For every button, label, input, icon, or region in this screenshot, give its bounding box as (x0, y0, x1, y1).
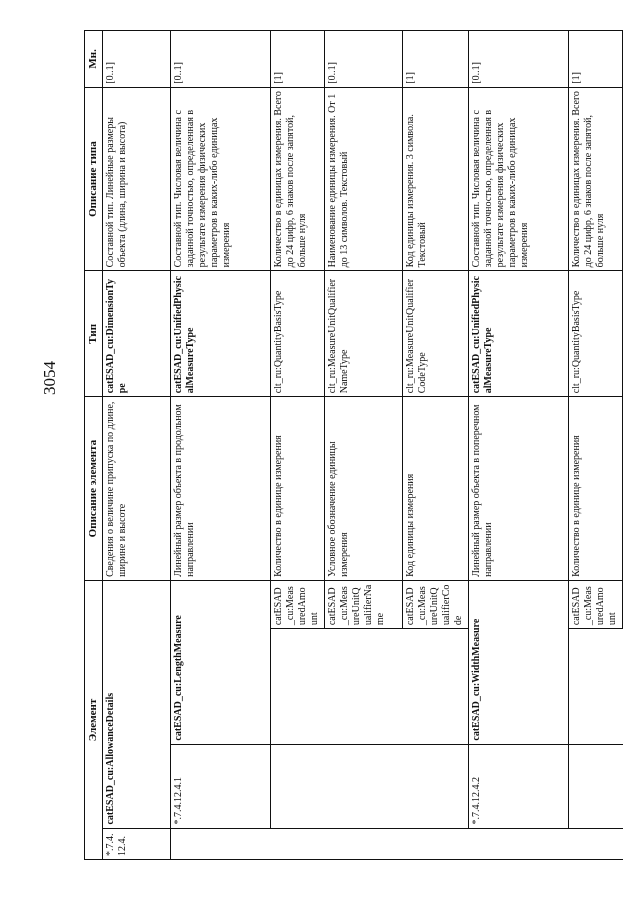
element-type: catESAD_cu:UnifiedPhysicalMeasureType (469, 271, 569, 397)
type-desc: Составной тип. Числовая величина с заданной точностью, определенная в результате измерения физических параметров в каких-либо единицах измерения (469, 87, 569, 271)
element-type: clt_ru:MeasureUnitQualifierNameType (325, 271, 403, 397)
header-type-desc: Описание типа (85, 87, 103, 271)
element-type: clt_ru:QuantityBasisType (271, 271, 325, 397)
indent-cell (469, 828, 569, 859)
element-table (84, 30, 623, 860)
header-type: Тип (85, 271, 103, 397)
type-desc: Наименование единицы измерения. От 1 до 13 символов. Текстовый (325, 87, 403, 271)
indent-cell (403, 744, 469, 828)
element-type: catESAD_cu:DimensionType (103, 271, 171, 397)
multiplicity: [0..1] (171, 31, 271, 88)
table-row (569, 31, 623, 860)
type-desc: Составной тип. Числовая величина с заданной точностью, определенная в результате измерения физических параметров в каких-либо единицах измерения (171, 87, 271, 271)
multiplicity: [0..1] (325, 31, 403, 88)
rotated-table-sheet (84, 30, 619, 860)
element-desc: Линейный размер объекта в продольном направлении (171, 397, 271, 581)
table-row (325, 31, 403, 860)
element-name: catESAD_cu:WidthMeasure (469, 580, 569, 744)
element-desc: Количество в единице измерения (569, 397, 623, 581)
indent-cell (325, 744, 403, 828)
table-row (171, 31, 271, 860)
element-desc: Количество в единице измерения (271, 397, 325, 581)
table-row (103, 31, 171, 860)
header-element: Элемент (85, 580, 103, 859)
header-mult: Мн. (85, 31, 103, 88)
attribute-name: catESAD_cu:MeasuredAmount (569, 580, 623, 628)
indent-cell (271, 629, 325, 744)
indent-cell (403, 828, 469, 859)
header-element-desc: Описание элемента (85, 397, 103, 581)
element-type: catESAD_cu:UnifiedPhysicalMeasureType (171, 271, 271, 397)
element-desc: Условное обозначение единицы измерения (325, 397, 403, 581)
type-desc: Количество в единицах измерения. Всего до 24 цифр, 6 знаков после запятой, больше нуля (271, 87, 325, 271)
indent-cell (569, 828, 623, 859)
indent-cell (325, 629, 403, 744)
row-number: *.7.4.12.4.1 (171, 744, 271, 828)
attribute-name: catESAD_cu:MeasureUnitQualifierCode (403, 580, 469, 628)
element-type: clt_ru:MeasureUnitQualifierCodeType (403, 271, 469, 397)
element-name: catESAD_cu:AllowanceDetails (103, 580, 171, 828)
indent-cell (271, 744, 325, 828)
indent-cell (403, 629, 469, 744)
element-desc: Код единицы измерения (403, 397, 469, 581)
multiplicity: [1] (569, 31, 623, 88)
multiplicity: [1] (403, 31, 469, 88)
table-row (403, 31, 469, 860)
table-row (469, 31, 569, 860)
element-desc: Линейный размер объекта в поперечном направлении (469, 397, 569, 581)
element-desc: Сведения о величине припуска по длине, ширине и высоте (103, 397, 171, 581)
page-number: 3054 (40, 361, 59, 395)
element-type: clt_ru:QuantityBasisType (569, 271, 623, 397)
element-name: catESAD_cu:LengthMeasure (171, 580, 271, 744)
attribute-name: catESAD_cu:MeasureUnitQualifierName (325, 580, 403, 628)
indent-cell (325, 828, 403, 859)
indent-cell (271, 828, 325, 859)
row-number: *.7.4.12.4. (103, 828, 171, 859)
header-row (85, 31, 103, 860)
multiplicity: [0..1] (103, 31, 171, 88)
attribute-name: catESAD_cu:MeasuredAmount (271, 580, 325, 628)
row-number: *.7.4.12.4.2 (469, 744, 569, 828)
indent-cell (569, 744, 623, 828)
type-desc: Код единицы измерения. 3 символа. Текстовый (403, 87, 469, 271)
multiplicity: [1] (271, 31, 325, 88)
multiplicity: [0..1] (469, 31, 569, 88)
table-row (271, 31, 325, 860)
type-desc: Количество в единицах измерения. Всего до 24 цифр, 6 знаков после запятой, больше нуля (569, 87, 623, 271)
indent-cell (171, 828, 271, 859)
type-desc: Составной тип. Линейные размеры объекта (длина, ширина и высота) (103, 87, 171, 271)
indent-cell (569, 629, 623, 744)
